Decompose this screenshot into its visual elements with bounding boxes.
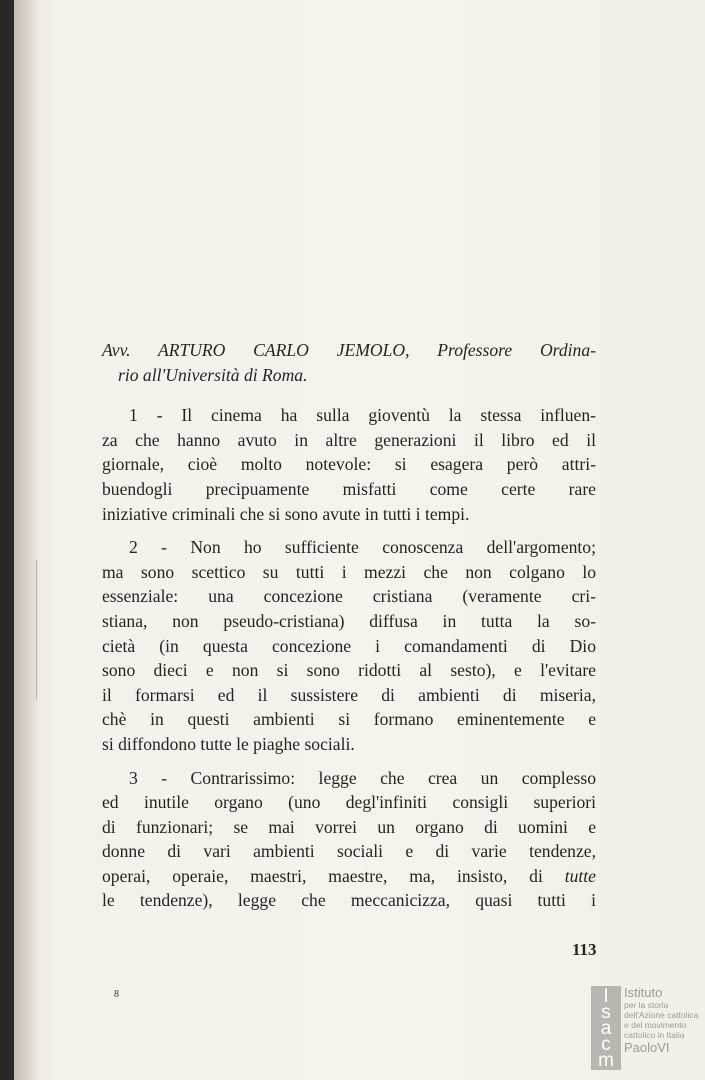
header-line: Avv. ARTURO CARLO JEMOLO, Professore Ordina- <box>102 340 596 360</box>
emphasis-text: tutte <box>564 865 596 886</box>
text-line: cietà (in questa concezione i comandamenti di Dio <box>102 635 596 656</box>
header-line: rio all'Università di Roma. <box>118 364 308 385</box>
logo-title: Istituto <box>624 985 663 1000</box>
text-line: chè in questi ambienti si formano eminentemente e <box>102 709 596 730</box>
text-line: za che hanno avuto in altre generazioni il libro ed il <box>102 429 596 450</box>
text-line: iniziative criminali che si sono avute in tutti i tempi. <box>102 503 470 524</box>
paragraph-3 <box>102 766 596 914</box>
gutter-mark <box>36 560 37 700</box>
isacem-logo <box>591 986 701 1072</box>
text-line: le tendenze), legge che meccanicizza, quasi tutti i <box>102 890 596 911</box>
logo-subtitle-line: e del movimento <box>624 1020 687 1030</box>
text-line: essenziale: una concezione cristiana (veramente cri- <box>102 586 596 607</box>
text-line: 3 - Contrarissimo: legge che crea un complesso <box>129 767 596 788</box>
logo-subtitle-line: dell'Azione cattolica <box>624 1010 699 1020</box>
book-page <box>14 0 705 1080</box>
paragraph-1 <box>102 403 596 526</box>
logo-name: PaoloVI <box>624 1040 670 1055</box>
text-line: donne di vari ambienti sociali e di varie tendenze, <box>102 841 596 862</box>
page-text <box>102 338 596 922</box>
logo-subtitle-line: cattolico in Italia <box>624 1030 685 1040</box>
text-line: ma sono scettico su tutti i mezzi che non colgano lo <box>102 561 596 582</box>
text-line: ed inutile organo (uno degl'infiniti consigli superiori <box>102 792 596 813</box>
text-line: si diffondono tutte le piaghe sociali. <box>102 733 355 754</box>
logo-letter: a <box>600 1018 612 1039</box>
logo-subtitle-line: per la storia <box>624 1000 669 1010</box>
page-binding-shadow <box>14 0 40 1080</box>
paragraph-2 <box>102 535 596 756</box>
logo-text <box>624 986 700 1055</box>
logo-letter: c <box>601 1034 611 1055</box>
text-line <box>102 864 596 889</box>
text-line: 2 - Non ho sufficiente conoscenza dell'argomento; <box>129 537 596 558</box>
text-line: il formarsi ed il sussistere di ambienti di miseria, <box>102 684 596 705</box>
text-line: stiana, non pseudo-cristiana) diffusa in tutta la so- <box>102 610 596 631</box>
signature-mark: 8 <box>114 989 119 1000</box>
logo-letter: s <box>601 1002 611 1023</box>
text-line: 1 - Il cinema ha sulla gioventù la stessa influen- <box>129 405 596 426</box>
logo-letter: m <box>598 1050 614 1071</box>
page-number: 113 <box>572 940 597 959</box>
text-segment: operai, operaie, maestri, maestre, ma, insisto, di <box>102 865 565 886</box>
logo-letter: I <box>603 986 609 1007</box>
logo-letter-block <box>591 986 621 1070</box>
text-line: giornale, cioè molto notevole: si esagera però attri- <box>102 454 596 475</box>
text-line: sono dieci e non si sono ridotti al sesto), e l'evitare <box>102 660 596 681</box>
text-line: di funzionari; se mai vorrei un organo di uomini e <box>102 816 596 837</box>
text-line: buendogli precipuamente misfatti come certe rare <box>102 478 596 499</box>
author-header <box>102 338 596 387</box>
